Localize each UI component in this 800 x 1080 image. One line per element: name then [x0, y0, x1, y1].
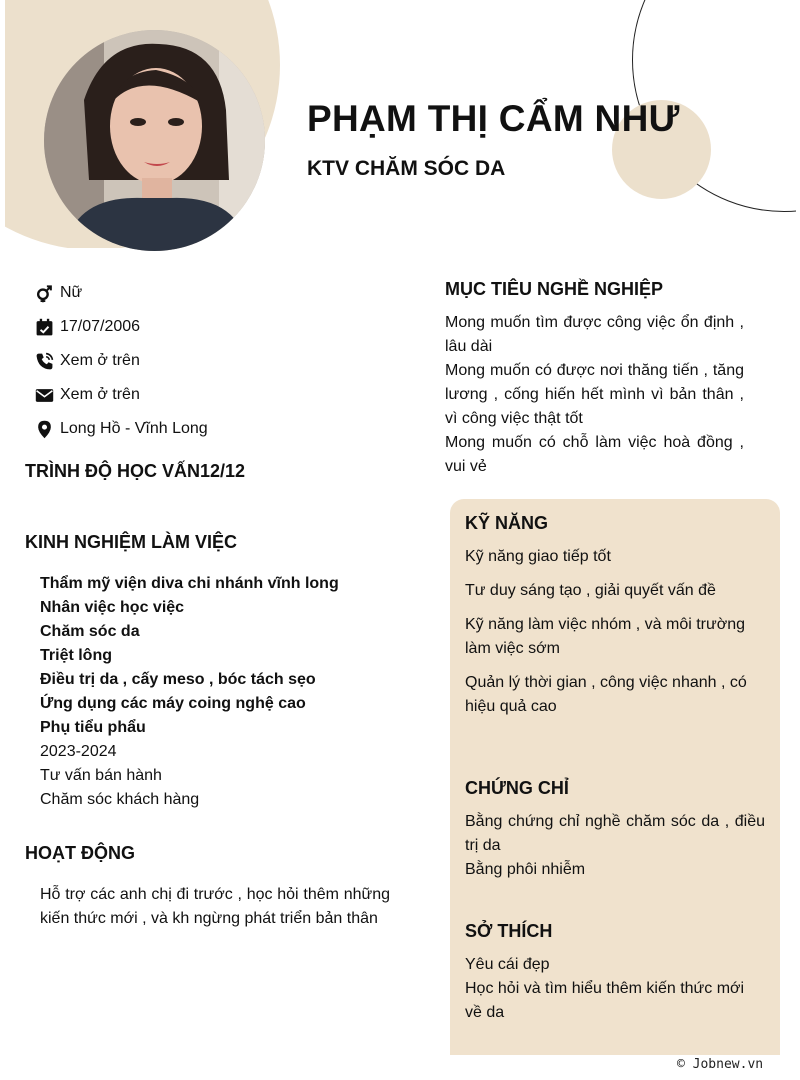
certificate-item: Bằng phôi nhiễm — [465, 861, 586, 878]
skill-item: Quản lý thời gian , công việc nhanh , có hiệu quả cao — [465, 674, 747, 715]
skill-item: Kỹ năng giao tiếp tốt — [465, 548, 611, 565]
info-birthday — [34, 310, 414, 344]
experience-line: Triệt lông — [40, 647, 112, 664]
footer-copyright: © Jobnew.vn — [677, 1057, 764, 1072]
experience-line: Chăm sóc da — [40, 623, 140, 640]
career-goal-paragraph: Mong muốn có được nơi thăng tiến , tăng lương , cống hiến hết mình vì bản thân , vì công việc thật tốt — [445, 362, 744, 427]
certificates-list — [465, 810, 765, 882]
job-title: KTV CHĂM SÓC DA — [307, 157, 506, 180]
calendar-icon — [34, 317, 54, 337]
phone-icon — [34, 351, 54, 371]
info-gender-value: Nữ — [60, 284, 83, 301]
career-goal-paragraph: Mong muốn tìm được công việc ổn định , lâu dài — [445, 314, 744, 355]
experience-list — [40, 572, 410, 812]
career-goal-text — [445, 311, 744, 479]
experience-line: 2023-2024 — [40, 743, 117, 760]
hobbies-title: SỞ THÍCH — [465, 921, 553, 941]
info-gender — [34, 276, 414, 310]
info-email — [34, 378, 414, 412]
email-icon — [34, 385, 54, 405]
decor-mask-edge — [0, 0, 5, 250]
hobby-item: Yêu cái đẹp — [465, 956, 550, 973]
education-title: TRÌNH ĐỘ HỌC VẤN12/12 — [25, 461, 246, 481]
skills-list — [465, 545, 765, 729]
hobbies-list — [465, 953, 765, 1025]
profile-photo — [44, 30, 265, 251]
info-phone — [34, 344, 414, 378]
certificate-item: Bằng chứng chỉ nghề chăm sóc da , điều trị da — [465, 813, 765, 854]
info-address-value: Long Hồ - Vĩnh Long — [60, 420, 208, 437]
skill-item: Kỹ năng làm việc nhóm , và môi trường làm việc sớm — [465, 616, 745, 657]
skill-item: Tư duy sáng tạo , giải quyết vấn đề — [465, 582, 716, 599]
candidate-name: PHẠM THỊ CẨM NHƯ — [307, 98, 680, 139]
experience-title: KINH NGHIỆM LÀM VIỆC — [25, 532, 238, 552]
hobby-item: Học hỏi và tìm hiểu thêm kiến thức mới về da — [465, 980, 745, 1021]
personal-info — [34, 276, 414, 446]
info-phone-value: Xem ở trên — [60, 352, 140, 369]
gender-icon — [34, 283, 54, 303]
profile-photo-illustration — [44, 30, 265, 251]
info-address — [34, 412, 414, 446]
experience-line: Ứng dụng các máy coing nghệ cao — [40, 695, 306, 712]
experience-line: Chăm sóc khách hàng — [40, 791, 200, 808]
activities-text: Hỗ trợ các anh chị đi trước , học hỏi thêm những kiến thức mới , và kh ngừng phát triển bản thân — [40, 886, 390, 927]
career-goal-title: MỤC TIÊU NGHỀ NGHIỆP — [445, 279, 664, 299]
experience-line: Điều trị da , cấy meso , bóc tách sẹo — [40, 671, 316, 688]
location-pin-icon — [34, 419, 54, 439]
info-email-value: Xem ở trên — [60, 386, 140, 403]
experience-line: Phụ tiểu phẩu — [40, 719, 146, 736]
career-goal-paragraph: Mong muốn có chỗ làm việc hoà đồng , vui vẻ — [445, 434, 744, 475]
experience-line: Tư vấn bán hành — [40, 767, 162, 784]
experience-line: Nhân việc học việc — [40, 599, 185, 616]
decor-mask-right — [796, 0, 800, 230]
experience-line: Thẩm mỹ viện diva chi nhánh vĩnh long — [40, 575, 339, 592]
certificates-title: CHỨNG CHỈ — [465, 778, 569, 798]
info-birthday-value: 17/07/2006 — [60, 318, 141, 335]
activities-title: HOẠT ĐỘNG — [25, 843, 135, 863]
skills-title: KỸ NĂNG — [465, 513, 549, 533]
